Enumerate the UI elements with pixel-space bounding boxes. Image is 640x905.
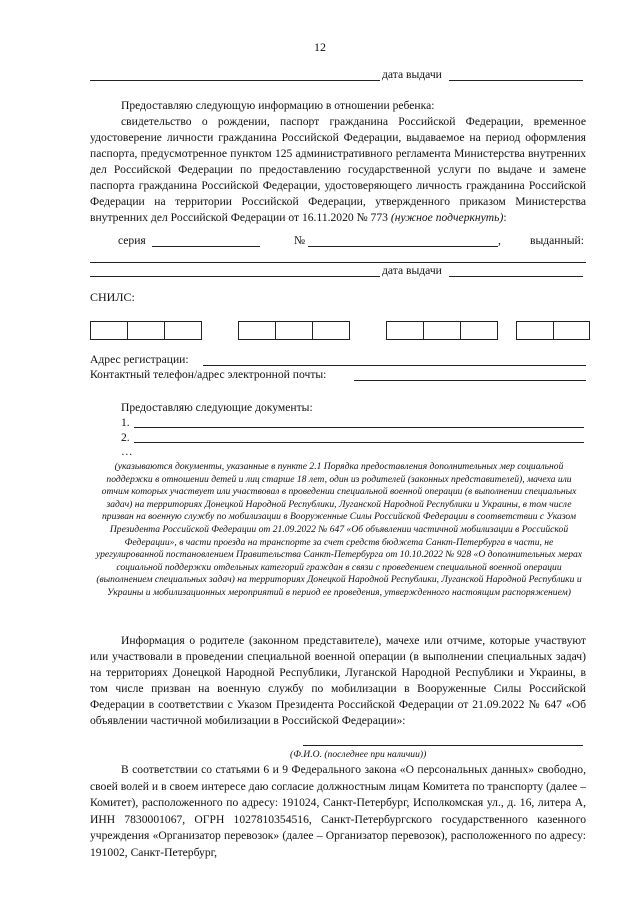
- series-line[interactable]: [152, 246, 260, 247]
- snils-boxes-group-4[interactable]: [516, 321, 590, 340]
- snils-label: СНИЛС:: [90, 290, 135, 304]
- contact-label: Контактный телефон/адрес электронной почты:: [90, 368, 327, 381]
- number-label: №: [294, 234, 306, 247]
- page-number: 12: [314, 40, 326, 54]
- doc-item-1-label: 1.: [121, 416, 130, 429]
- child-intro: Предоставляю следующую информацию в отношении ребенка:: [121, 99, 435, 112]
- child-docs-paragraph: свидетельство о рождении, паспорт гражданина Российской Федерации, временное удостоверение личности гражданина Российской Федерации, выдаваемое на период оформления паспорта, предусмотренное пунктом 125 административного регламента Министерства внутренних дел Российской Федерации по предоставлению государственной услуги по выдаче и замене паспорта гражданина Российской Федерации, удостоверяющего личность гражданина Российской Федерации на территории Российской Федерации, утвержденного приказом Министерства внутренних дел Российской Федерации от 16.11.2020 № 773 (нужное подчеркнуть):: [90, 115, 586, 224]
- issue-date-line[interactable]: [449, 80, 583, 81]
- doc-item-2-label: 2.: [121, 431, 130, 444]
- address-line[interactable]: [203, 365, 586, 366]
- issued-by-line-2[interactable]: [90, 276, 380, 277]
- docs-note: (указываются документы, указанные в пункте 2.1 Порядка предоставления дополнительных мер социальной поддержки в отношении детей и лиц старше 18 лет, один из родителей (законных представителей), мачеха или отчим которых участвует или участвовал в проведении специальной военной операции (в выполнении специальных задач) на территориях Донецкой Народной Республики, Луганской Народной Республики и Украины, в том числе призван на военную службу по мобилизации в Вооруженные Силы Российской Федерации в соответствии с Указом Президента Российской Федерации от 21.09.2022 № 647 «Об объявлении частичной мобилизации в Российской Федерации», в части проезда на транспорте за счет средств бюджета Санкт-Петербурга в части, не урегулированной постановлением Правительства Санкт-Петербурга от 10.10.2022 № 928 «О дополнительных мерах социальной поддержки отдельных категорий граждан в связи с проведением специальной военной операции (выполнением специальных задач) на территориях Донецкой Народной Республики, Луганской Народной Республики и Украины и мобилизационных мероприятий в период ее проведения, утвержденного настоящим распоряжением): [95, 461, 583, 598]
- doc-item-ellipsis: …: [121, 445, 133, 458]
- issue-date-label: дата выдачи: [382, 68, 442, 81]
- issue-date-label-2: дата выдачи: [382, 264, 442, 277]
- docs-intro: Предоставляю следующие документы:: [121, 401, 313, 414]
- fio-caption: (Ф.И.О. (последнее при наличии)): [290, 749, 427, 760]
- issued-by-line[interactable]: [90, 262, 586, 263]
- contact-line[interactable]: [354, 380, 586, 381]
- doc-item-1-line[interactable]: [134, 427, 584, 428]
- passport-issuer-line[interactable]: [90, 80, 380, 81]
- address-label: Адрес регистрации:: [90, 353, 189, 366]
- snils-boxes-group-2[interactable]: [238, 321, 350, 340]
- doc-item-2-line[interactable]: [134, 442, 584, 443]
- issue-date-line-2[interactable]: [449, 276, 583, 277]
- series-label: серия: [118, 234, 146, 247]
- issued-by-label: выданный:: [530, 234, 584, 247]
- snils-boxes-group-1[interactable]: [90, 321, 202, 340]
- child-docs-text: свидетельство о рождении, паспорт гражданина Российской Федерации, временное удостоверение личности гражданина Российской Федерации, выдаваемое на период оформления паспорта, предусмотренное пунктом 125 административного регламента Министерства внутренних дел Российской Федерации по предоставлению государственной услуги по выдаче и замене паспорта гражданина Российской Федерации, удостоверяющего личность гражданина Российской Федерации на территории Российской Федерации, утвержденного приказом Министерства внутренних дел Российской Федерации от 16.11.2020 № 773: [90, 115, 586, 224]
- underline-hint: (нужное подчеркнуть): [390, 211, 504, 224]
- snils-boxes-group-3[interactable]: [386, 321, 498, 340]
- document-page: 12 дата выдачи Предоставляю следующую информацию в отношении ребенка: свидетельство о рождении, паспорт гражданина Российской Федерации, временное удостоверение личности гражданина Российской Федерации, выдаваемое на период оформления паспорта, предусмотренное пунктом 125 административного регламента Министерства внутренних дел Российской Федерации по предоставлению государственной услуги по выдаче и замене паспорта гражданина Российской Федерации, удостоверяющего личность гражданина Российской Федерации на территории Российской Федерации, утвержденного приказом Министерства внутренних дел Российской Федерации от 16.11.2020 № 773 (нужное подчеркнуть): серия № , выданный: дата выдачи СНИЛС: Адрес регистрации: Контактный телефон/адрес электронной почты: Предоставляю следующие документы: 1. 2. … (указываются документы, указанные в пункте 2.1 Порядка предоставления дополнительных мер социальной поддержки в отношении детей и лиц старше 18 лет, один из родителей (законных представителей), мачеха или отчим которых участвует или участвовал в проведении специальной военной операции (в выполнении специальных задач) на территориях Донецкой Народной Республики, Луганской Народной Республики и Украины, в том числе призван на военную службу по мобилизации в Вооруженные Силы Российской Федерации в соответствии с Указом Президента Российской Федерации от 21.09.2022 № 647 «Об объявлении частичной мобилизации в Российской Федерации», в части проезда на транспорте за счет средств бюджета Санкт-Петербурга в части, не урегулированной постановлением Правительства Санкт-Петербурга от 10.10.2022 № 928 «О дополнительных мерах социальной поддержки отдельных категорий граждан в связи с проведением специальной военной операции (выполнением специальных задач) на территориях Донецкой Народной Республики, Луганской Народной Республики и Украины и мобилизационных мероприятий в период ее проведения, утвержденного настоящим распоряжением) Информация о родителе (законном представителе), мачехе или отчиме, которые участвуют или участвовали в проведении специальной военной операции (в выполнении специальных задач) на территориях Донецкой Народной Республики, Луганской Народной Республики и Украины, в том числе призван на военную службу по мобилизации в Вооруженные Силы Российской Федерации в соответствии с Указом Президента Российской Федерации от 21.09.2022 № 647 «Об объявлении частичной мобилизации в Российской Федерации»: (Ф.И.О. (последнее при наличии)) В соответствии со статьями 6 и 9 Федерального закона «О персональных данных» свободно, своей волей и в своем интересе даю согласие должностным лицам Комитета по транспорту (далее – Комитет), расположенного по адресу: 191024, Санкт-Петербург, Исполкомская ул., д. 16, литера А, ИНН 7830001067, ОГРН 1027810354516, Санкт-Петербургского государственного казенного учреждения «Организатор перевозок» (далее – Организатор перевозок), расположенного по адресу: 191002, Санкт-Петербург,: [0, 0, 640, 905]
- number-line[interactable]: [308, 246, 498, 247]
- consent-text: В соответствии со статьями 6 и 9 Федерального закона «О персональных данных» свободно, своей волей и в своем интересе даю согласие должностным лицам Комитета по транспорту (далее – Комитет), расположенного по адресу: 191024, Санкт-Петербург, Исполкомская ул., д. 16, литера А, ИНН 7830001067, ОГРН 1027810354516, Санкт-Петербургского государственного казенного учреждения «Организатор перевозок» (далее – Организатор перевозок), расположенного по адресу: 191002, Санкт-Петербург,: [90, 763, 586, 859]
- parent-info: Информация о родителе (законном представителе), мачехе или отчиме, которые участвуют или участвовали в проведении специальной военной операции (в выполнении специальных задач) на территориях Донецкой Народной Республики, Луганской Народной Республики и Украины, в том числе призван на военную службу по мобилизации в Вооруженные Силы Российской Федерации в соответствии с Указом Президента Российской Федерации от 21.09.2022 № 647 «Об объявлении частичной мобилизации в Российской Федерации»:: [90, 634, 586, 727]
